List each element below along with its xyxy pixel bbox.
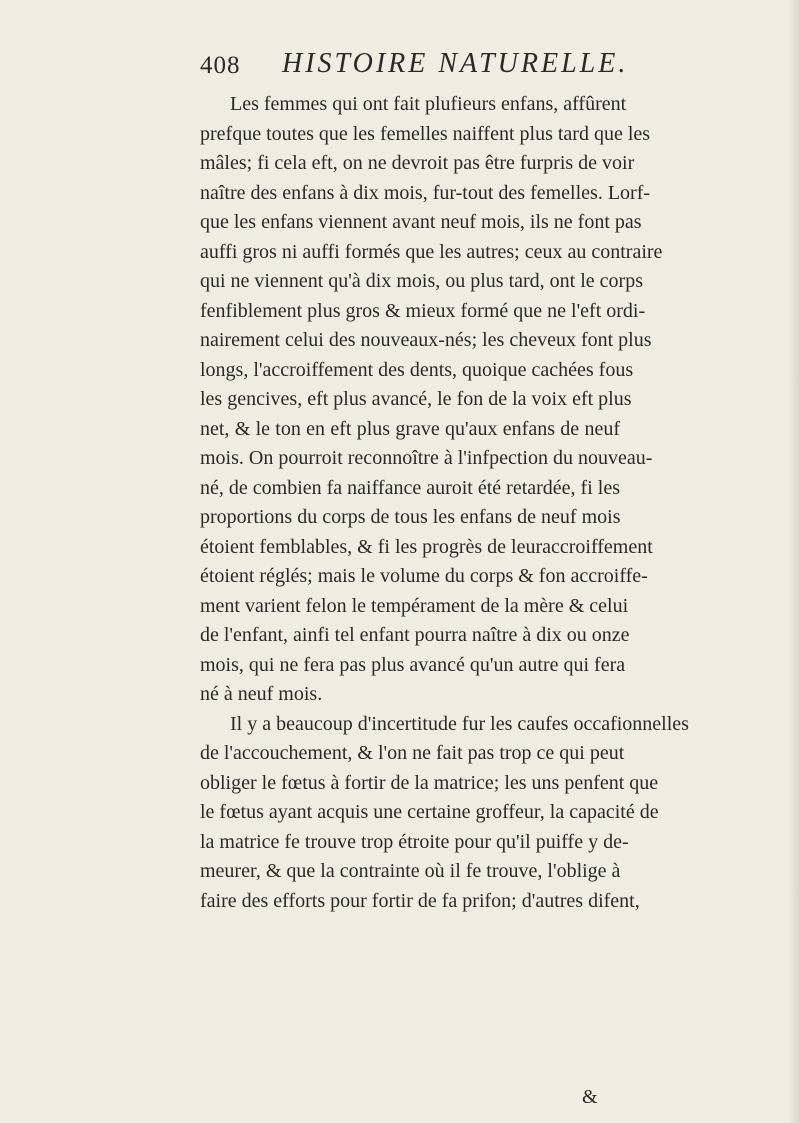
- body-text: [200, 90, 689, 916]
- page-number: 408: [200, 52, 241, 79]
- paragraph-1: [200, 90, 663, 710]
- text-line: Les femmes qui ont fait plufieurs enfans, affûrent: [230, 93, 627, 115]
- text-line: auffi gros ni auffi formés que les autres; ceux au contraire: [200, 240, 663, 263]
- text-line: qui ne viennent qu'à dix mois, ou plus tard, ont le corps: [200, 270, 643, 292]
- text-line: de l'accouchement, & l'on ne fait pas trop ce qui peut: [200, 742, 625, 764]
- text-line: que les enfans viennent avant neuf mois, ils ne font pas: [200, 211, 642, 233]
- text-line: longs, l'accroiffement des dents, quoique cachées fous: [200, 358, 634, 381]
- text-line: étoient réglés; mais le volume du corps & fon accroiffe-: [200, 565, 648, 587]
- paragraph-2: [200, 710, 689, 917]
- text-line: mois. On pourroit reconnoître à l'infpection du nouveau-: [200, 447, 653, 469]
- text-line: obliger le fœtus à fortir de la matrice; les uns penfent que: [200, 771, 659, 794]
- text-line: le fœtus ayant acquis une certaine groffeur, la capacité de: [200, 801, 659, 823]
- text-line: net, & le ton en eft plus grave qu'aux enfans de neuf: [200, 417, 620, 440]
- text-line: mâles; fi cela eft, on ne devroit pas être furpris de voir: [200, 152, 635, 174]
- text-line: étoient femblables, & fi les progrès de leuraccroiffement: [200, 535, 653, 558]
- text-line: Il y a beaucoup d'incertitude fur les caufes occafionnelles: [230, 712, 689, 735]
- text-line: meurer, & que la contrainte où il fe trouve, l'oblige à: [200, 860, 621, 882]
- catchword: &: [582, 1086, 598, 1108]
- page-header: [200, 48, 629, 84]
- text-line: de l'enfant, ainfi tel enfant pourra naître à dix ou onze: [200, 624, 630, 646]
- text-line: la matrice fe trouve trop étroite pour qu'il puiffe y de-: [200, 830, 629, 853]
- text-line: né, de combien fa naiffance auroit été retardée, fi les: [200, 476, 620, 499]
- text-line: prefque toutes que les femelles naiffent plus tard que les: [200, 122, 651, 145]
- text-line: les gencives, eft plus avancé, le fon de la voix eft plus: [200, 388, 632, 410]
- text-line: ment varient felon le tempérament de la mère & celui: [200, 594, 629, 617]
- page-edge-shadow: [788, 0, 800, 1123]
- text-line: nairement celui des nouveaux-nés; les cheveux font plus: [200, 329, 652, 351]
- text-line: né à neuf mois.: [200, 683, 323, 705]
- text-line: faire des efforts pour fortir de fa prifon; d'autres difent,: [200, 889, 640, 912]
- text-line: proportions du corps de tous les enfans de neuf mois: [200, 506, 621, 528]
- text-line: mois, qui ne fera pas plus avancé qu'un autre qui fera: [200, 653, 626, 676]
- text-line: fenfiblement plus gros & mieux formé que ne l'eft ordi-: [200, 299, 646, 322]
- text-line: naître des enfans à dix mois, fur-tout des femelles. Lorf-: [200, 181, 651, 204]
- running-title: HISTOIRE NATURELLE.: [282, 48, 629, 79]
